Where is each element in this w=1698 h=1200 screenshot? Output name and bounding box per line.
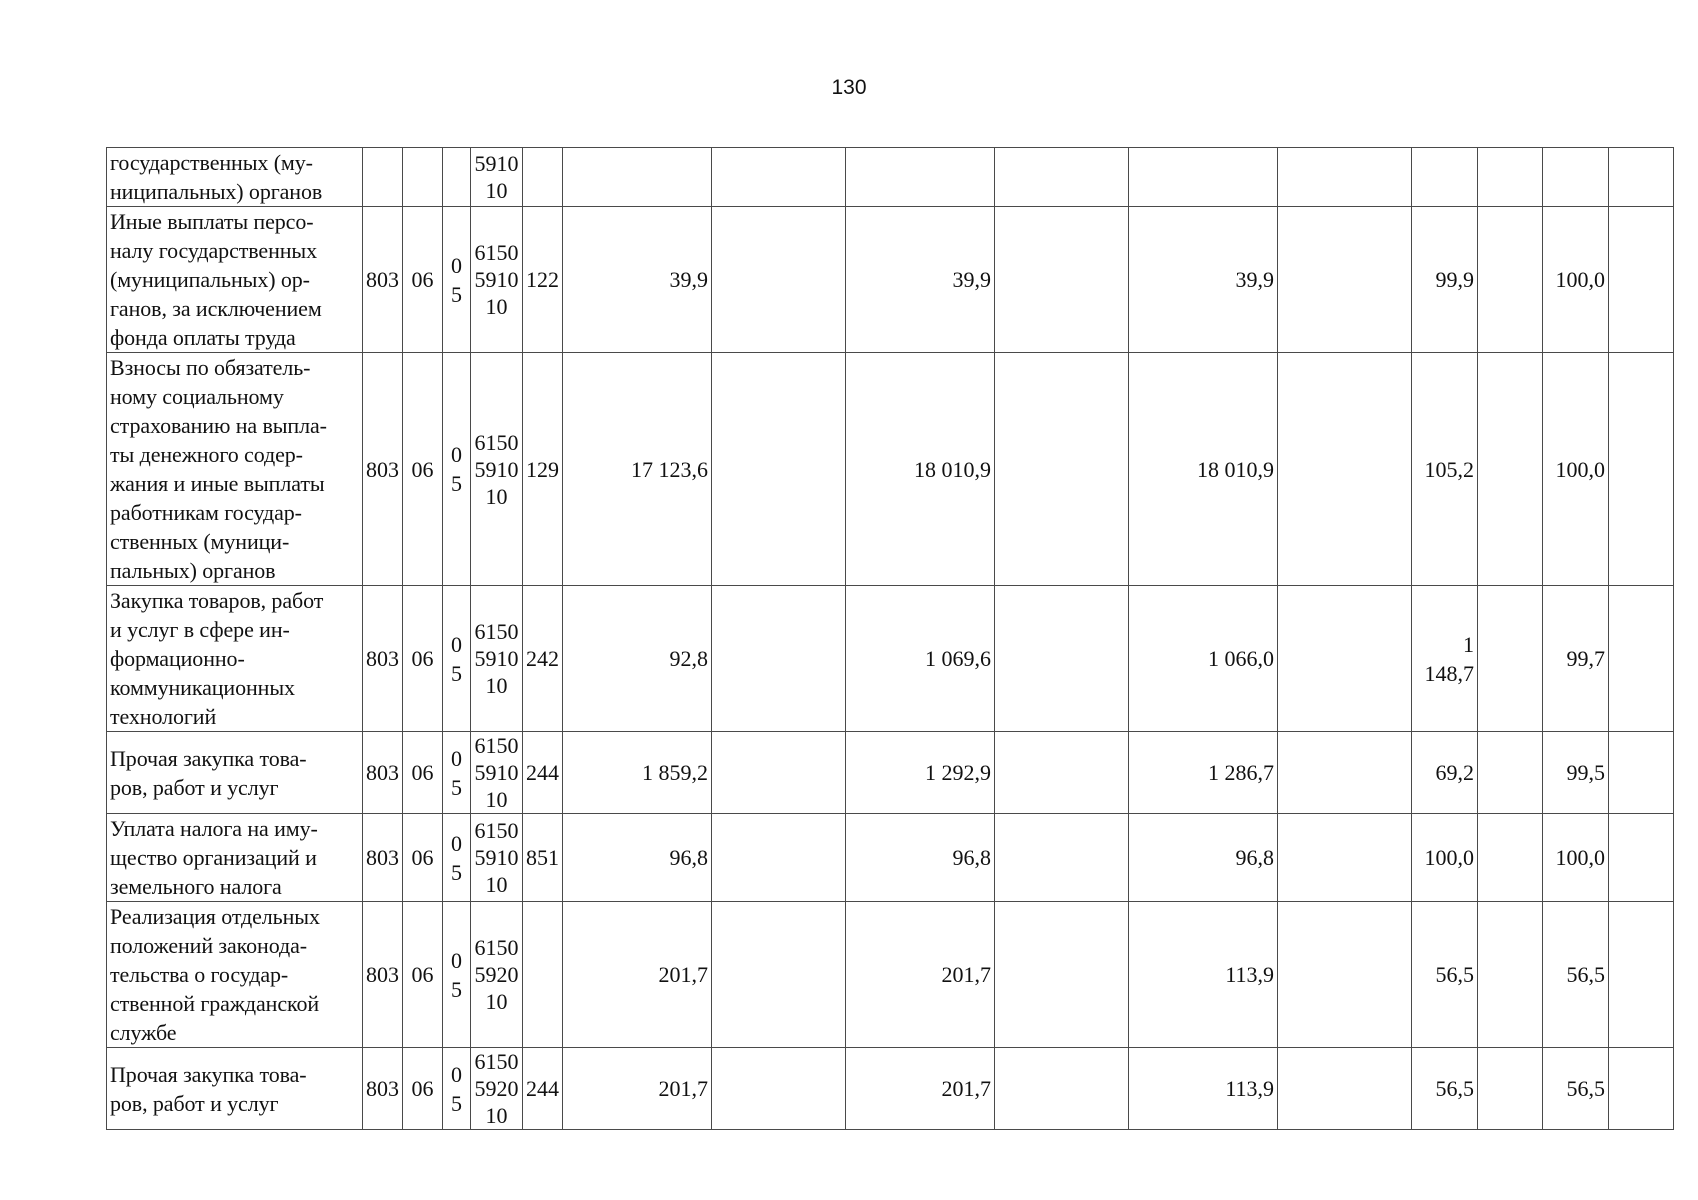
value-3 [1129, 148, 1278, 207]
empty-cell [712, 1048, 846, 1130]
empty-cell [1278, 586, 1412, 732]
value-1: 92,8 [563, 586, 712, 732]
empty-cell [712, 586, 846, 732]
code-target [471, 902, 523, 1048]
page-number: 130 [831, 76, 867, 99]
cell-text: 6150 5910 10 [474, 619, 519, 698]
percent-1 [1412, 902, 1478, 1048]
value-3: 113,9 [1129, 902, 1278, 1048]
row-name [107, 732, 363, 814]
percent-1 [1412, 148, 1478, 207]
cell-text: Прочая закупка това- ров, работ и услуг [110, 745, 307, 800]
value-2: 1 292,9 [846, 732, 995, 814]
code-target [471, 814, 523, 902]
cell-text: 6150 5920 10 [474, 1049, 519, 1128]
code-pr: 05 [443, 207, 471, 353]
code-vr: 244 [523, 732, 563, 814]
empty-cell [1478, 814, 1543, 902]
percent-1 [1412, 732, 1478, 814]
cell-text: 99,9 [1435, 267, 1474, 292]
code-vr: 242 [523, 586, 563, 732]
code-gr: 803 [363, 1048, 403, 1130]
empty-cell [995, 148, 1129, 207]
code-vr: 129 [523, 353, 563, 586]
code-target [471, 1048, 523, 1130]
empty-cell [712, 814, 846, 902]
empty-cell [1478, 148, 1543, 207]
code-pr: 05 [443, 1048, 471, 1130]
table-row [107, 353, 1674, 586]
percent-1 [1412, 1048, 1478, 1130]
row-name [107, 1048, 363, 1130]
code-target [471, 732, 523, 814]
cell-text: 6150 5910 10 [474, 818, 519, 897]
cell-text: Закупка товаров, работ и услуг в сфере ин- формационно- коммуникационных технологий [110, 588, 324, 729]
empty-cell [1278, 207, 1412, 353]
code-rz: 06 [403, 814, 443, 902]
empty-cell [995, 814, 1129, 902]
empty-cell [1478, 1048, 1543, 1130]
empty-cell [1478, 353, 1543, 586]
code-gr: 803 [363, 586, 403, 732]
empty-cell [1609, 732, 1674, 814]
value-1: 17 123,6 [563, 353, 712, 586]
cell-text: 100,0 [1424, 845, 1474, 870]
empty-cell [712, 902, 846, 1048]
code-gr: 803 [363, 353, 403, 586]
value-1: 1 859,2 [563, 732, 712, 814]
value-2: 201,7 [846, 1048, 995, 1130]
empty-cell [1278, 148, 1412, 207]
empty-cell [1478, 207, 1543, 353]
code-vr [523, 902, 563, 1048]
empty-cell [1609, 586, 1674, 732]
code-gr [363, 148, 403, 207]
cell-text: Уплата налога на иму- щество организаций и земельного налога [110, 816, 318, 899]
empty-cell [995, 1048, 1129, 1130]
value-1: 96,8 [563, 814, 712, 902]
value-2: 201,7 [846, 902, 995, 1048]
row-name [107, 814, 363, 902]
code-pr: 05 [443, 586, 471, 732]
percent-1 [1412, 814, 1478, 902]
empty-cell [1278, 814, 1412, 902]
cell-text: государственных (му- ниципальных) органов [110, 150, 323, 204]
empty-cell [1478, 732, 1543, 814]
value-3: 18 010,9 [1129, 353, 1278, 586]
empty-cell [712, 148, 846, 207]
cell-text: 6150 5910 10 [474, 429, 519, 509]
code-rz: 06 [403, 902, 443, 1048]
empty-cell [712, 207, 846, 353]
percent-2: 56,5 [1543, 1048, 1609, 1130]
cell-text: 6150 5910 10 [474, 733, 519, 812]
code-pr [443, 148, 471, 207]
code-rz: 06 [403, 1048, 443, 1130]
percent-2 [1543, 148, 1609, 207]
table-row [107, 148, 1674, 207]
code-gr: 803 [363, 814, 403, 902]
code-gr: 803 [363, 902, 403, 1048]
table-row [107, 1048, 1674, 1130]
percent-1 [1412, 207, 1478, 353]
code-pr: 05 [443, 814, 471, 902]
empty-cell [1278, 732, 1412, 814]
empty-cell [1278, 902, 1412, 1048]
empty-cell [995, 902, 1129, 1048]
empty-cell [1609, 148, 1674, 207]
empty-cell [995, 353, 1129, 586]
cell-text: 69,2 [1435, 760, 1474, 785]
value-3: 39,9 [1129, 207, 1278, 353]
value-2: 96,8 [846, 814, 995, 902]
code-pr: 05 [443, 732, 471, 814]
value-3: 1 066,0 [1129, 586, 1278, 732]
empty-cell [995, 732, 1129, 814]
empty-cell [712, 732, 846, 814]
code-target [471, 353, 523, 586]
table-row [107, 814, 1674, 902]
cell-text: Взносы по обязатель- ному социальному страхованию на выпла- ты денежного содер- жания и иные выплаты работникам государ- ственных (муници- пальных) органов [110, 355, 327, 583]
row-name [107, 586, 363, 732]
value-3: 113,9 [1129, 1048, 1278, 1130]
percent-1 [1412, 353, 1478, 586]
table-row [107, 902, 1674, 1048]
code-gr: 803 [363, 732, 403, 814]
empty-cell [995, 586, 1129, 732]
code-vr: 851 [523, 814, 563, 902]
value-1 [563, 148, 712, 207]
empty-cell [995, 207, 1129, 353]
table-row [107, 586, 1674, 732]
code-target [471, 207, 523, 353]
empty-cell [1609, 353, 1674, 586]
percent-2: 100,0 [1543, 353, 1609, 586]
value-1: 39,9 [563, 207, 712, 353]
empty-cell [1609, 1048, 1674, 1130]
value-2: 39,9 [846, 207, 995, 353]
empty-cell [712, 353, 846, 586]
cell-text: 5910 10 [474, 151, 519, 203]
empty-cell [1609, 902, 1674, 1048]
code-gr: 803 [363, 207, 403, 353]
empty-cell [1478, 902, 1543, 1048]
code-vr: 244 [523, 1048, 563, 1130]
empty-cell [1609, 814, 1674, 902]
value-3: 96,8 [1129, 814, 1278, 902]
cell-text: 105,2 [1424, 456, 1474, 482]
cell-text: Иные выплаты персо- налу государственных (муниципальных) ор- ганов, за исключением фонда оплаты труда [110, 209, 322, 350]
code-rz: 06 [403, 586, 443, 732]
value-2 [846, 148, 995, 207]
code-rz: 06 [403, 353, 443, 586]
table-row [107, 732, 1674, 814]
cell-text: Реализация отдельных положений законода- тельства о государ- ственной гражданской службе [110, 904, 320, 1045]
code-rz [403, 148, 443, 207]
percent-2: 100,0 [1543, 207, 1609, 353]
percent-1 [1412, 586, 1478, 732]
cell-text: 56,5 [1435, 1076, 1474, 1101]
table-row [107, 207, 1674, 353]
percent-2: 99,7 [1543, 586, 1609, 732]
value-2: 18 010,9 [846, 353, 995, 586]
row-name [107, 902, 363, 1048]
code-target [471, 586, 523, 732]
code-vr [523, 148, 563, 207]
empty-cell [1278, 1048, 1412, 1130]
percent-2: 99,5 [1543, 732, 1609, 814]
table-body [107, 148, 1674, 1130]
percent-2: 56,5 [1543, 902, 1609, 1048]
code-target [471, 148, 523, 207]
cell-text: 56,5 [1435, 962, 1474, 987]
cell-text: 6150 5920 10 [474, 935, 519, 1014]
value-1: 201,7 [563, 902, 712, 1048]
value-3: 1 286,7 [1129, 732, 1278, 814]
cell-text: 6150 5910 10 [474, 240, 519, 319]
code-rz: 06 [403, 207, 443, 353]
budget-table [106, 147, 1674, 1130]
percent-2: 100,0 [1543, 814, 1609, 902]
code-rz: 06 [403, 732, 443, 814]
empty-cell [1478, 586, 1543, 732]
cell-text: 1148,7 [1424, 631, 1474, 686]
code-pr: 05 [443, 902, 471, 1048]
empty-cell [1278, 353, 1412, 586]
value-2: 1 069,6 [846, 586, 995, 732]
code-pr: 05 [443, 353, 471, 586]
row-name [107, 207, 363, 353]
code-vr: 122 [523, 207, 563, 353]
value-1: 201,7 [563, 1048, 712, 1130]
empty-cell [1609, 207, 1674, 353]
row-name [107, 148, 363, 207]
row-name [107, 353, 363, 586]
cell-text: Прочая закупка това- ров, работ и услуг [110, 1061, 307, 1116]
